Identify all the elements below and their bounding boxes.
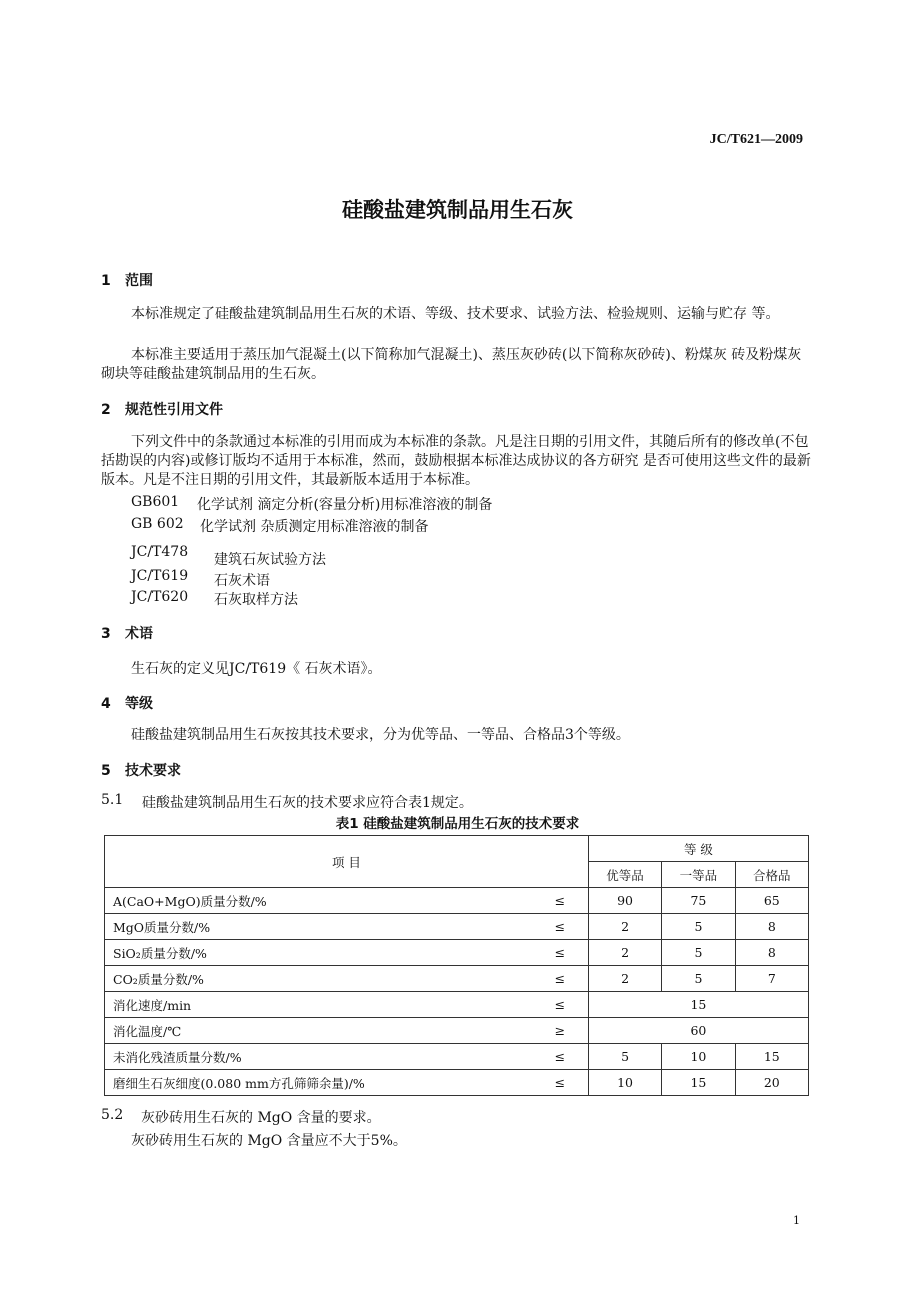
table-row: [105, 940, 809, 966]
section-number: 1: [101, 273, 111, 289]
reference-title: 化学试剂 杂质测定用标准溶液的制备: [200, 519, 429, 535]
row-item: CO₂质量分数/%: [105, 966, 532, 992]
row-operator: ≤: [532, 992, 589, 1018]
cell-value: 65: [735, 888, 808, 914]
cell-value: 2: [588, 914, 661, 940]
section-4-paragraph-1: 硅酸盐建筑制品用生石灰按其技术要求，分为优等品、一等品、合格品3个等级。: [131, 727, 630, 743]
header-grade-superior: 优等品: [588, 862, 661, 888]
section-number: 2: [101, 402, 111, 418]
table-row: [105, 966, 809, 992]
clause-5-2-text: 灰砂砖用生石灰的 MgO 含量的要求。: [141, 1110, 381, 1126]
section-2-heading: [101, 399, 223, 419]
row-item: 消化速度/min: [105, 992, 532, 1018]
reference-title: 石灰术语: [214, 573, 270, 589]
cell-value: 90: [588, 888, 661, 914]
reference-code: GB601: [131, 494, 180, 510]
table-row: [105, 888, 809, 914]
table-row: [105, 1018, 809, 1044]
cell-value: 5: [662, 914, 735, 940]
cell-value: 10: [588, 1070, 661, 1096]
header-grade-first: 一等品: [662, 862, 735, 888]
reference-title: 石灰取样方法: [214, 592, 298, 608]
section-title: 规范性引用文件: [125, 402, 223, 418]
technical-requirements-table: [104, 835, 809, 1096]
row-item: A(CaO+MgO)质量分数/%: [105, 888, 532, 914]
clause-5-2-number: 5.2: [101, 1107, 124, 1123]
reference-code: GB 602: [131, 516, 184, 532]
row-item: SiO₂质量分数/%: [105, 940, 532, 966]
document-code: JC/T621—2009: [709, 132, 803, 147]
page-number: 1: [793, 1214, 800, 1227]
header-item: 项 目: [105, 836, 589, 888]
cell-value: 5: [662, 940, 735, 966]
cell-value: 7: [735, 966, 808, 992]
table-header-row: [105, 836, 809, 862]
section-number: 3: [101, 626, 111, 642]
cell-value: 5: [588, 1044, 661, 1070]
cell-value: 75: [662, 888, 735, 914]
clause-5-1-text: 硅酸盐建筑制品用生石灰的技术要求应符合表1规定。: [142, 795, 473, 811]
cell-value: 15: [662, 1070, 735, 1096]
reference-title: 建筑石灰试验方法: [214, 552, 326, 568]
section-1-paragraph-2: 本标准主要适用于蒸压加气混凝土(以下简称加气混凝土)、蒸压灰砂砖(以下简称灰砂砖)、粉煤灰 砖及粉煤灰砌块等硅酸盐建筑制品用的生石灰。: [101, 347, 802, 382]
reference-code: JC/T619: [131, 568, 189, 584]
section-title: 术语: [125, 626, 153, 642]
cell-value: 2: [588, 940, 661, 966]
table-row: [105, 1044, 809, 1070]
section-2-paragraph-1: 下列文件中的条款通过本标准的引用而成为本标准的条款。凡是注日期的引用文件，其随后所有的修改单(不包括勘误的内容)或修订版均不适用于本标准，然而，鼓励根据本标准达成协议的各方研究 是否可使用这些文件的最新版本。凡是不注日期的引用文件，其最新版本适用于本标准。: [101, 434, 811, 488]
row-operator: ≤: [532, 966, 589, 992]
header-grade-qualified: 合格品: [735, 862, 808, 888]
row-item: 消化温度/℃: [105, 1018, 532, 1044]
cell-value: 20: [735, 1070, 808, 1096]
header-grade: 等 级: [588, 836, 808, 862]
section-number: 4: [101, 696, 111, 712]
cell-value: 10: [662, 1044, 735, 1070]
table-row: [105, 914, 809, 940]
row-operator: ≥: [532, 1018, 589, 1044]
document-title: 硅酸盐建筑制品用生石灰: [342, 198, 573, 222]
reference-title: 化学试剂 滴定分析(容量分析)用标准溶液的制备: [197, 497, 493, 513]
section-1-heading: [101, 270, 153, 290]
section-5-heading: [101, 760, 181, 780]
row-item: MgO质量分数/%: [105, 914, 532, 940]
table-row: [105, 992, 809, 1018]
table-caption: 表1 硅酸盐建筑制品用生石灰的技术要求: [335, 816, 580, 832]
row-operator: ≤: [532, 888, 589, 914]
reference-code: JC/T478: [131, 544, 189, 560]
section-3-heading: [101, 623, 153, 643]
row-operator: ≤: [532, 1070, 589, 1096]
row-operator: ≤: [532, 1044, 589, 1070]
cell-value: 5: [662, 966, 735, 992]
row-item: 未消化残渣质量分数/%: [105, 1044, 532, 1070]
row-item: 磨细生石灰细度(0.080 mm方孔筛筛余量)/%: [105, 1070, 532, 1096]
row-operator: ≤: [532, 914, 589, 940]
clause-5-1-number: 5.1: [101, 792, 124, 808]
row-operator: ≤: [532, 940, 589, 966]
section-title: 范围: [125, 273, 153, 289]
section-4-heading: [101, 693, 153, 713]
cell-value: 8: [735, 940, 808, 966]
cell-value: 2: [588, 966, 661, 992]
section-title: 技术要求: [125, 763, 181, 779]
section-3-paragraph-1: 生石灰的定义见JC/T619《 石灰术语》。: [131, 661, 382, 677]
cell-value-merged: 60: [588, 1018, 808, 1044]
table-row: [105, 1070, 809, 1096]
cell-value-merged: 15: [588, 992, 808, 1018]
section-title: 等级: [125, 696, 153, 712]
cell-value: 8: [735, 914, 808, 940]
reference-code: JC/T620: [131, 589, 189, 605]
clause-5-2-body: 灰砂砖用生石灰的 MgO 含量应不大于5%。: [131, 1133, 407, 1149]
section-number: 5: [101, 763, 111, 779]
cell-value: 15: [735, 1044, 808, 1070]
section-1-paragraph-1: 本标准规定了硅酸盐建筑制品用生石灰的术语、等级、技术要求、试验方法、检验规则、运输与贮存 等。: [131, 306, 780, 322]
